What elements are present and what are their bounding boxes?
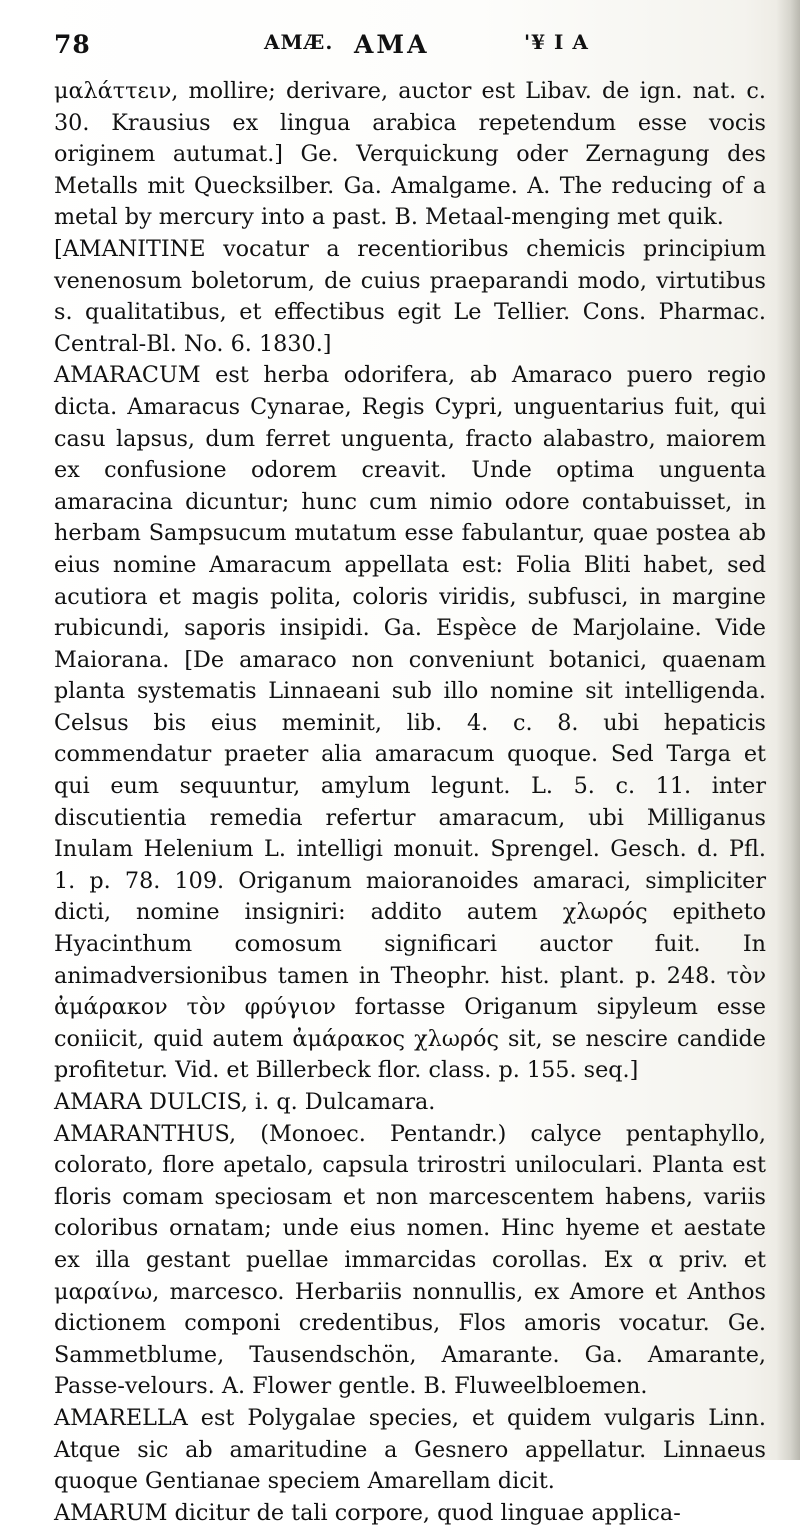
entry-amarum: AMARUM dicitur de tali corpore, quod linguae applica- (54, 1499, 681, 1526)
entry-amalgama-continued: μαλάττειν, mollire; derivare, auctor est Libav. de ign. nat. c. 30. Krausius ex lingua arabica repetendum esse vocis originem autumat.] Ge. Verquickung oder Zernagung des Metalls mit Quecksilber. Ga. Amalgame. A. The reducing of a metal by mercury into a past. B. Metaal-menging met quik. (54, 78, 766, 231)
page-header (54, 22, 754, 72)
entry-amaracum: AMARACUM est herba odorifera, ab Amaraco puero regio dicta. Amaracus Cynarae, Regis Cypri, unguentarius fuit, qui casu lapsus, dum ferret unguenta, fracto alabastro, maiorem ex confusione odorem creavit. Unde optima unguenta amaracina dicuntur; hunc cum nimio odore contabuisset, in herbam Sampsucum mutatum esse fabulantur, quae postea ab eius nomine Amaracum appellata est: Folia Bliti habet, sed acutiora et magis polita, coloris viridis, subfusci, in margine rubicundi, saporis insipidi. Ga. Espèce de Marjolaine. Vide Maiorana. [De amaraco non conveniunt botanici, quaenam planta systematis Linnaeani sub illo nomine sit intelligenda. Celsus bis eius meminit, lib. 4. c. 8. ubi hepaticis commendatur praeter alia amaracum quoque. Sed Targa et qui eum sequuntur, amylum legunt. L. 5. c. 11. inter discutientia remedia refertur amaracum, ubi Milliganus Inulam Helenium L. intelligi monuit. Sprengel. Gesch. d. Pfl. 1. p. 78. 109. Origanum maioranoides amaraci, simpliciter dicti, nomine insigniri: addito autem χλωρός epitheto Hyacinthum comosum significari auctor fuit. In animadversionibus tamen in Theophr. hist. plant. p. 248. τὸν ἀμάρακον τὸν φρύγιον fortasse Origanum sipyleum esse coniicit, quid autem ἀμάρακος χλωρός sit, se nescire candide profitetur. Vid. et Billerbeck flor. class. p. 155. seq.] (54, 362, 766, 1084)
entry-amarella: AMARELLA est Polygalae species, et quidem vulgaris Linn. Atque sic ab amaritudine a Gesnero appellatur. Linnaeus quoque Gentianae speciem Amarellam dicit. (54, 1404, 766, 1495)
entry-amanitine: [AMANITINE vocatur a recentioribus chemicis principium venenosum boletorum, de cuius praeparandi modo, virtutibus s. qualitatibus, et effectibus egit Le Tellier. Cons. Pharmac. Central-Bl. No. 6. 1830.] (54, 235, 766, 357)
header-right-mark: '¥ I A (524, 30, 589, 54)
page-edge-shadow (776, 0, 800, 1460)
page-number: 78 (54, 30, 91, 59)
header-left-mark: AMÆ. (264, 30, 334, 54)
running-head: AMA (354, 30, 430, 59)
entry-amara-dulcis: AMARA DULCIS, i. q. Dulcamara. (54, 1089, 436, 1115)
entry-amaranthus: AMARANTHUS, (Monoec. Pentandr.) calyce pentaphyllo, colorato, flore apetalo, capsula trirostri uniloculari. Planta est floris comam speciosam et non marcescentem habens, variis coloribus ornatam; unde eius nomen. Hinc hyeme et aestate ex illa gestant puellae immarcidas corollas. Ex α priv. et μαραίνω, marcesco. Herbariis nonnullis, ex Amore et Anthos dictionem componi credentibus, Flos amoris vocatur. Ge. Sammetblume, Tausendschön, Amarante. Ga. Amarante, Passe-velours. A. Flower gentle. B. Fluweelbloemen. (54, 1120, 766, 1400)
entry-text (54, 76, 766, 1529)
